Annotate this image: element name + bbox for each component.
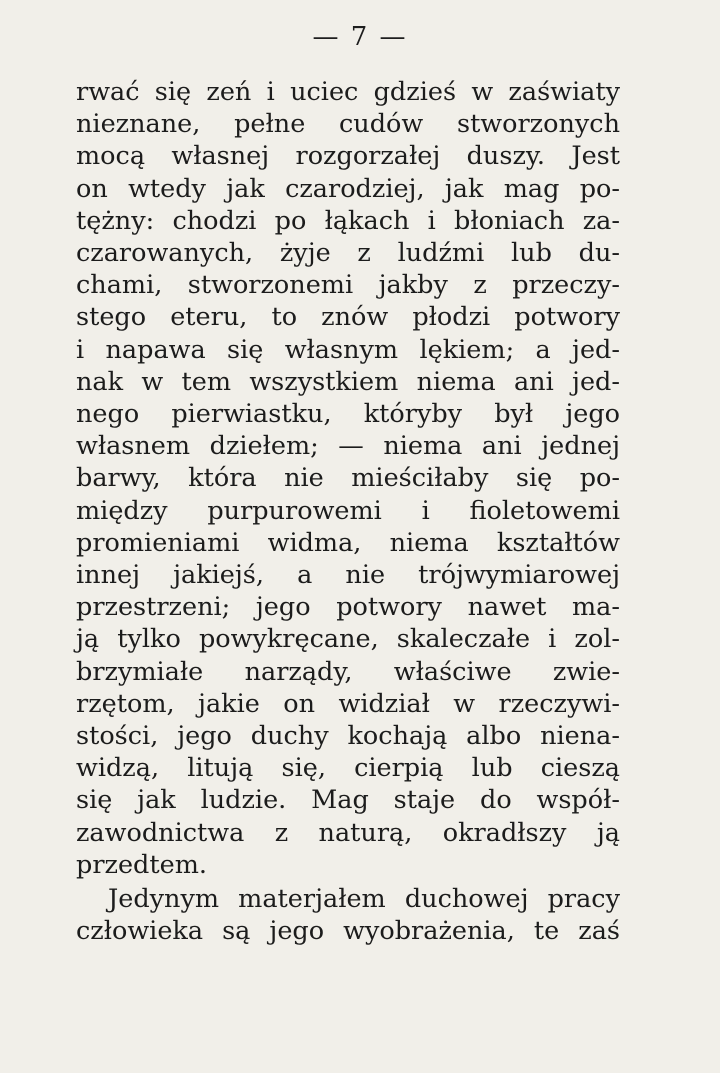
text-line: stości, jego duchy kochają albo niena- bbox=[76, 721, 620, 752]
text-line: przedtem. bbox=[76, 849, 207, 880]
text-line: innej jakiejś, a nie trójwymiarowej bbox=[76, 560, 620, 591]
text-line: chami, stworzonemi jakby z przeczy- bbox=[76, 270, 620, 301]
text-line: między purpurowemi i fioletowemi bbox=[76, 495, 620, 526]
text-line: ją tylko powykręcane, skaleczałe i zol- bbox=[76, 624, 620, 655]
text-line: tężny: chodzi po łąkach i błoniach za- bbox=[76, 205, 620, 236]
text-line: człowieka są jego wyobrażenia, te zaś bbox=[76, 916, 620, 947]
text-line: rzętom, jakie on widział w rzeczywi- bbox=[76, 688, 620, 719]
text-line: brzymiałe narządy, właściwe zwie- bbox=[76, 656, 620, 687]
body-text bbox=[76, 76, 620, 947]
text-line: własnem dziełem; — niema ani jednej bbox=[76, 431, 620, 462]
text-line: promieniami widma, niema kształtów bbox=[76, 527, 620, 558]
text-line: mocą własnej rozgorzałej duszy. Jest bbox=[76, 141, 620, 172]
text-line: on wtedy jak czarodziej, jak mag po- bbox=[76, 173, 620, 204]
text-line: barwy, która nie mieściłaby się po- bbox=[76, 463, 620, 494]
text-line: i napawa się własnym lękiem; a jed- bbox=[76, 334, 620, 365]
text-line: nak w tem wszystkiem niema ani jed- bbox=[76, 366, 620, 397]
text-line: rwać się zeń i uciec gdzieś w zaświaty bbox=[76, 77, 620, 107]
text-line: zawodnictwa z naturą, okradłszy ją bbox=[76, 817, 620, 848]
text-line: czarowanych, żyje z ludźmi lub du- bbox=[76, 238, 620, 269]
paragraph-2 bbox=[76, 883, 620, 947]
text-line: nieznane, pełne cudów stworzonych bbox=[76, 109, 620, 140]
text-line: widzą, litują się, cierpią lub cieszą bbox=[76, 753, 620, 784]
text-line: nego pierwiastku, któryby był jego bbox=[76, 399, 620, 430]
text-line: stego eteru, to znów płodzi potwory bbox=[76, 302, 620, 333]
text-line: Jedynym materjałem duchowej pracy bbox=[108, 884, 620, 915]
page-number: — 7 — bbox=[312, 22, 408, 52]
text-line: przestrzeni; jego potwory nawet ma- bbox=[76, 592, 620, 623]
paragraph-1 bbox=[76, 76, 620, 881]
text-line: się jak ludzie. Mag staje do współ- bbox=[76, 785, 620, 816]
